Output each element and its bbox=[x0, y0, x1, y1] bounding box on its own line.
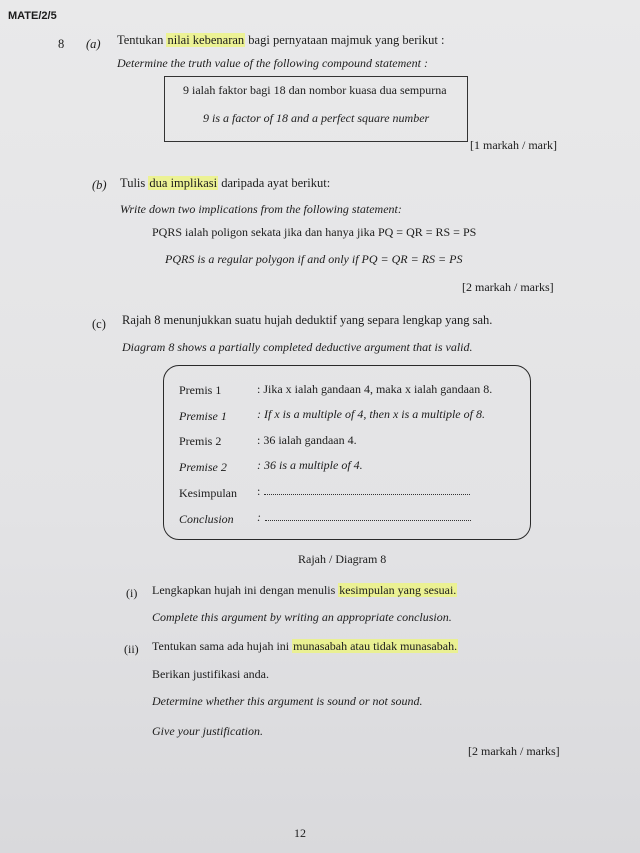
row-label-premis-1: Premis 1 bbox=[179, 383, 222, 397]
part-a-text-en: Determine the truth value of the following compound statement : bbox=[117, 56, 428, 70]
page-number: 12 bbox=[294, 826, 306, 840]
part-c-label: (c) bbox=[92, 317, 106, 331]
deductive-argument-box bbox=[163, 365, 531, 540]
sub-ii-text-ms-2: Berikan justifikasi anda. bbox=[152, 667, 269, 681]
row-value-premis-2: : 36 ialah gandaan 4. bbox=[257, 433, 357, 447]
part-a-marks: [1 markah / mark] bbox=[470, 138, 557, 152]
part-a-label: (a) bbox=[86, 37, 101, 51]
answer-line-kesimpulan[interactable] bbox=[264, 486, 470, 495]
part-b-marks: [2 markah / marks] bbox=[462, 280, 554, 294]
question-number: 8 bbox=[58, 37, 65, 51]
sub-ii-text-en: Determine whether this argument is sound or not sound. bbox=[152, 694, 423, 708]
part-c-text-en: Diagram 8 shows a partially completed deductive argument that is valid. bbox=[122, 340, 473, 354]
compound-statement-en: 9 is a factor of 18 and a perfect square number bbox=[203, 111, 430, 125]
row-label-premise-1: Premise 1 bbox=[179, 409, 227, 423]
sub-ii-text-en-2: Give your justification. bbox=[152, 724, 263, 738]
statement-en: PQRS is a regular polygon if and only if PQ = QR = RS = PS bbox=[165, 252, 463, 266]
paper-code: MATE/2/5 bbox=[8, 10, 57, 22]
row-label-premise-2: Premise 2 bbox=[179, 460, 227, 474]
row-value-kesimpulan: : bbox=[257, 484, 470, 499]
part-c-text-ms: Rajah 8 menunjukkan suatu hujah deduktif yang separa lengkap yang sah. bbox=[122, 313, 493, 327]
sub-ii-label: (ii) bbox=[124, 642, 139, 656]
row-label-premis-2: Premis 2 bbox=[179, 434, 222, 448]
row-label-kesimpulan: Kesimpulan bbox=[179, 486, 237, 500]
sub-ii-text-ms: Tentukan sama ada hujah ini munasabah atau tidak munasabah. bbox=[152, 639, 458, 653]
row-value-premise-2: : 36 is a multiple of 4. bbox=[257, 458, 363, 472]
part-a-text-ms: Tentukan nilai kebenaran bagi pernyataan majmuk yang berikut : bbox=[117, 33, 445, 47]
compound-statement-box bbox=[164, 76, 468, 142]
statement-ms: PQRS ialah poligon sekata jika dan hanya jika PQ = QR = RS = PS bbox=[152, 225, 477, 239]
part-b-text-ms: Tulis dua implikasi daripada ayat berikut: bbox=[120, 176, 331, 190]
highlight-dua-implikasi: dua implikasi bbox=[149, 176, 218, 190]
part-b-text-en: Write down two implications from the following statement: bbox=[120, 202, 402, 216]
sub-i-label: (i) bbox=[126, 586, 138, 600]
row-value-premis-1: : Jika x ialah gandaan 4, maka x ialah gandaan 8. bbox=[257, 382, 493, 396]
row-value-premise-1: : If x is a multiple of 4, then x is a multiple of 8. bbox=[257, 407, 485, 421]
highlight-munasabah: munasabah atau tidak munasabah. bbox=[293, 639, 458, 653]
answer-line-conclusion[interactable] bbox=[265, 512, 471, 521]
highlight-kesimpulan: kesimpulan yang sesuai. bbox=[339, 583, 457, 597]
sub-i-text-ms: Lengkapkan hujah ini dengan menulis kesimpulan yang sesuai. bbox=[152, 583, 457, 597]
part-b-label: (b) bbox=[92, 178, 107, 192]
row-label-conclusion: Conclusion bbox=[179, 512, 234, 526]
highlight-nilai-kebenaran: nilai kebenaran bbox=[167, 33, 245, 47]
diagram-caption: Rajah / Diagram 8 bbox=[298, 552, 387, 566]
compound-statement-ms: 9 ialah faktor bagi 18 dan nombor kuasa dua sempurna bbox=[183, 83, 447, 97]
row-value-conclusion: : bbox=[257, 510, 471, 525]
sub-i-text-en: Complete this argument by writing an appropriate conclusion. bbox=[152, 610, 452, 624]
part-c-marks: [2 markah / marks] bbox=[468, 744, 560, 758]
